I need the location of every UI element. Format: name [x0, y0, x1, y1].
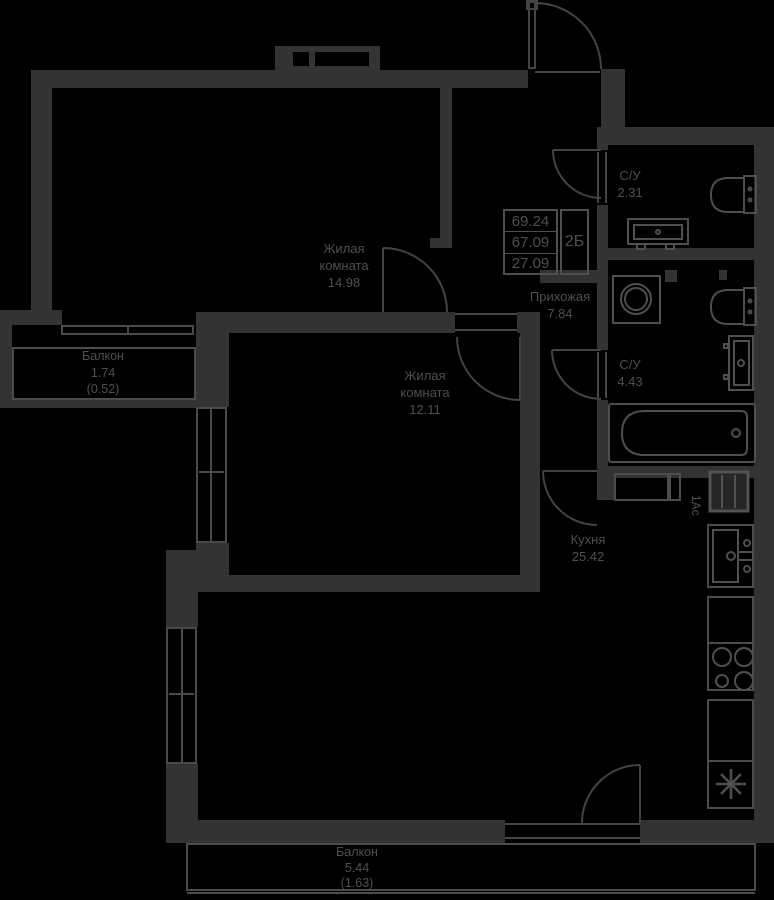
- apartment-area-box: [503, 209, 558, 275]
- room-label-kitchen: Кухня 25.42: [570, 532, 606, 564]
- room-area: 5.44: [344, 860, 370, 875]
- toilet-icon: [711, 176, 756, 213]
- living-area-value: 67.09: [505, 231, 556, 252]
- room2-door: [457, 337, 520, 400]
- room-area: 25.42: [571, 549, 605, 564]
- room-area: 7.84: [547, 306, 573, 321]
- asterisk-icon: [716, 769, 746, 799]
- apartment-type: 2Б: [564, 233, 585, 250]
- room-label-balcony2: Балкон 5.44 (1.63): [336, 845, 378, 890]
- room-area: 1.74: [90, 365, 116, 380]
- room-label-balcony1: Балкон 1.74 (0.52): [82, 349, 124, 396]
- room2-window-icon: [196, 407, 227, 543]
- entrance-door: [527, 1, 601, 69]
- kitchen-counter: [615, 474, 753, 808]
- bath-sink-icon: [724, 336, 753, 390]
- fridge-icon: [710, 472, 748, 511]
- kitchen-door: [543, 471, 597, 525]
- stove-icon: [713, 648, 753, 690]
- balcony2-door: [582, 765, 640, 823]
- balcony1-window-icon: [62, 325, 193, 335]
- room-label-living2: Жилая комната 12.11: [400, 368, 450, 417]
- bathroom2-door: [552, 350, 601, 399]
- room-area: 2.31: [617, 185, 643, 200]
- room-label-bathroom2: С/У 4.43: [617, 357, 643, 389]
- shaft-label: 1Ас: [689, 495, 703, 516]
- door-thresholds: [455, 72, 643, 838]
- room-area: 14.98: [327, 275, 361, 290]
- bathtub-icon: [609, 404, 755, 462]
- room-area: 4.43: [617, 374, 643, 389]
- toilet-icon: [711, 288, 756, 325]
- room-area-reduced: (0.52): [86, 382, 120, 396]
- rooms-area-value: 27.09: [505, 253, 556, 274]
- apartment-type-box: [560, 209, 589, 275]
- washing-machine-icon: [613, 276, 660, 323]
- vanity-sink-icon: [628, 219, 688, 249]
- room-label-bathroom1: С/У 2.31: [617, 168, 643, 200]
- kitchen-sink-icon: [713, 530, 753, 582]
- room-area: 12.11: [409, 402, 441, 417]
- kitchen-window-icon: [166, 627, 197, 764]
- vent-shaft-holes: [293, 52, 369, 66]
- room-area-reduced: (1.63): [340, 876, 374, 890]
- bathroom1-door: [553, 150, 601, 198]
- room-label-hallway: Прихожая 7.84: [529, 289, 591, 321]
- total-area-value: 69.24: [511, 212, 550, 230]
- room-label-living1: Жилая комната 14.98: [319, 241, 369, 290]
- room1-door: [383, 248, 447, 312]
- balcony2-outline: [187, 844, 755, 893]
